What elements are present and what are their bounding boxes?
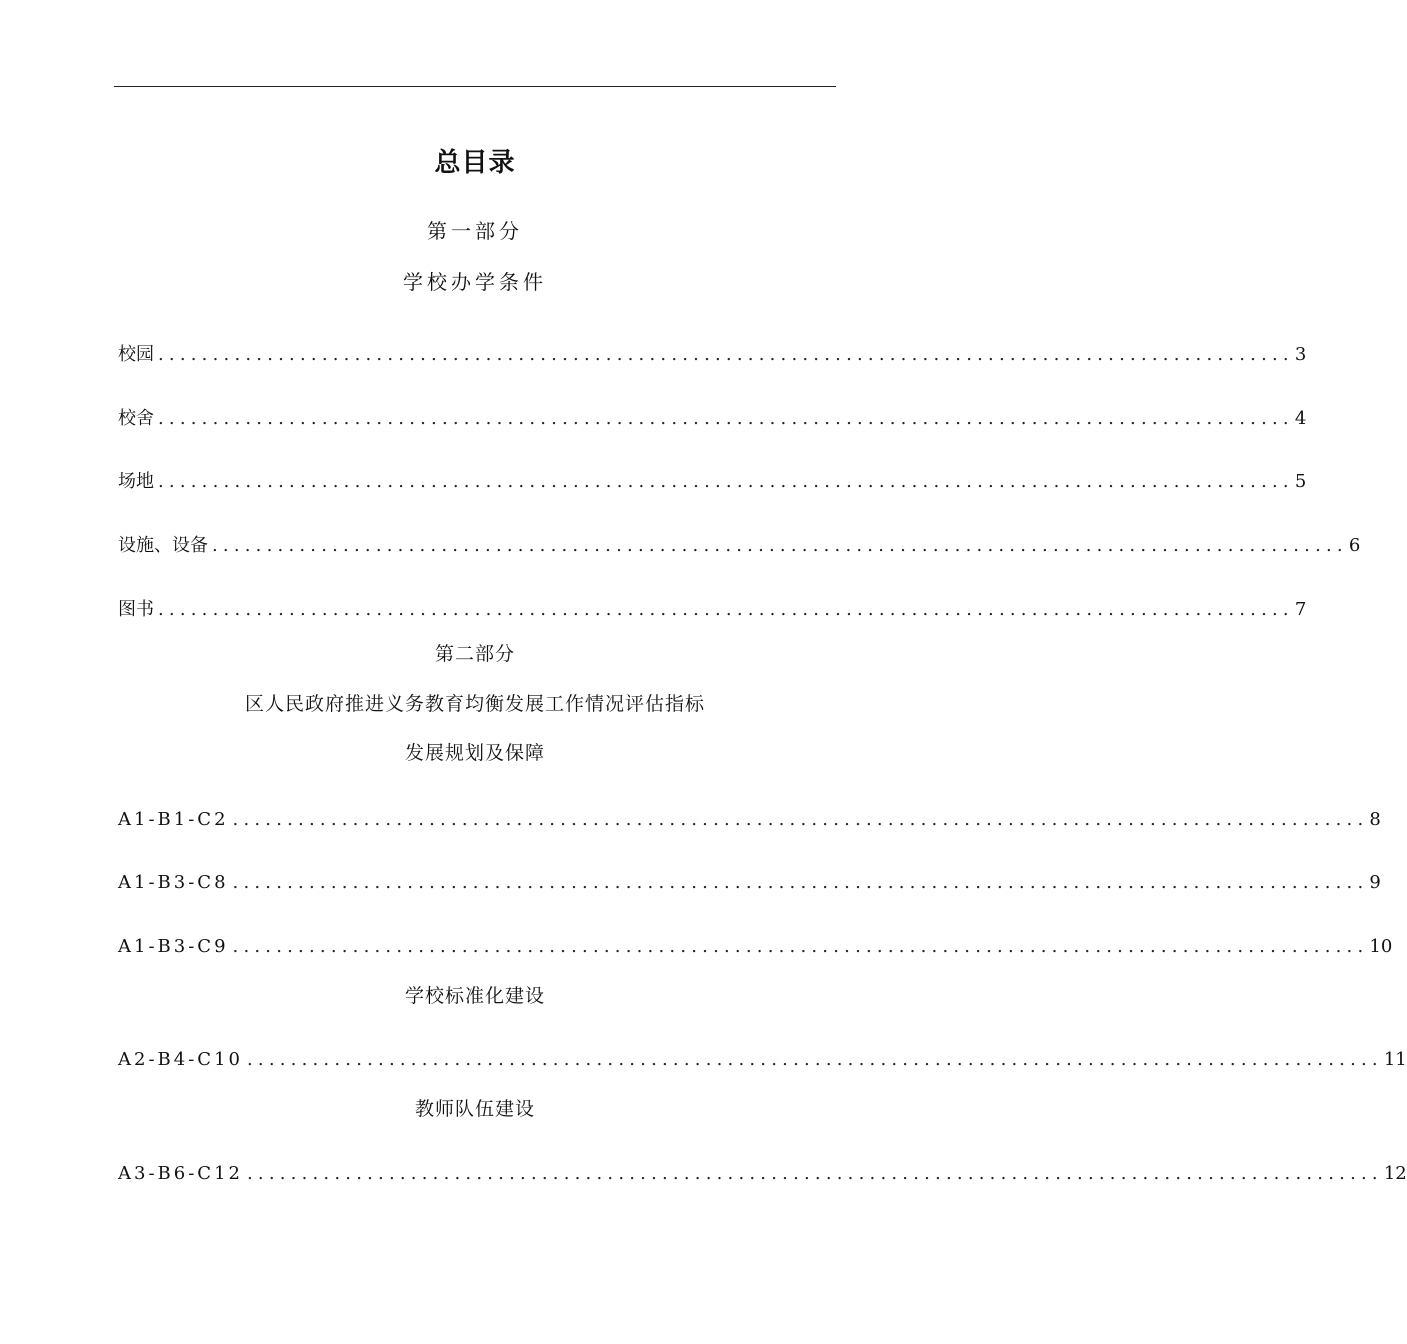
toc-entry-a2-b4-c10[interactable]	[118, 1049, 1407, 1075]
toc-entry-page: 7	[1294, 599, 1307, 620]
toc-leader-dots: ........................................................................................................	[158, 408, 1294, 429]
toc-entry-page: 10	[1369, 936, 1393, 957]
toc-entry-label: A1-B1-C2	[118, 809, 229, 830]
toc-entry-school-buildings[interactable]	[118, 404, 1307, 430]
toc-entry-a1-b3-c8[interactable]	[118, 872, 1381, 898]
toc-entry-page: 9	[1369, 872, 1381, 893]
toc-entry-page: 12	[1383, 1163, 1407, 1184]
toc-leader-dots: ........................................................................................................	[158, 471, 1294, 492]
toc-entry-a1-b3-c9[interactable]	[118, 936, 1393, 962]
toc-leader-dots: ........................................................................................................	[158, 599, 1294, 620]
toc-entry-a1-b1-c2[interactable]	[118, 809, 1381, 835]
toc-entry-page: 4	[1294, 408, 1307, 429]
toc-entry-label: 校园	[118, 344, 154, 365]
toc-entry-page: 5	[1294, 471, 1307, 492]
toc-entry-page: 8	[1369, 809, 1381, 830]
part2-subtitle: 区人民政府推进义务教育均衡发展工作情况评估指标	[244, 693, 705, 715]
toc-leader-dots: ........................................................................................................	[158, 344, 1294, 365]
section-heading-standardization: 学校标准化建设	[404, 985, 545, 1007]
part1-heading: 第一部分	[427, 219, 523, 243]
toc-entry-label: 图书	[118, 599, 154, 620]
toc-entry-label: A1-B3-C8	[118, 872, 229, 893]
toc-entry-label: 设施、设备	[118, 535, 208, 556]
toc-entry-page: 3	[1294, 344, 1307, 365]
toc-entry-label: 校舍	[118, 408, 154, 429]
toc-entry-label: A3-B6-C12	[118, 1163, 243, 1184]
section-heading-planning: 发展规划及保障	[404, 742, 545, 764]
toc-entry-a3-b6-c12[interactable]	[118, 1163, 1407, 1189]
toc-entry-page: 6	[1348, 535, 1361, 556]
toc-entry-campus[interactable]	[118, 340, 1307, 366]
toc-entry-grounds[interactable]	[118, 467, 1307, 493]
toc-leader-dots: ........................................................................................................	[232, 809, 1369, 830]
toc-entry-label: A2-B4-C10	[118, 1049, 243, 1070]
toc-entry-label: 场地	[118, 471, 154, 492]
toc-entry-page: 11	[1383, 1049, 1407, 1070]
part2-heading: 第二部分	[434, 643, 515, 665]
section-heading-teachers: 教师队伍建设	[414, 1098, 535, 1120]
toc-entry-facilities[interactable]	[118, 531, 1361, 557]
toc-leader-dots: ........................................................................................................	[232, 936, 1369, 957]
toc-leader-dots: ........................................................................................................	[246, 1163, 1383, 1184]
toc-entry-books[interactable]	[118, 595, 1307, 621]
header-rule	[114, 86, 836, 87]
part1-subtitle: 学校办学条件	[403, 270, 547, 294]
toc-leader-dots: ........................................................................................................	[232, 872, 1369, 893]
toc-leader-dots: ........................................................................................................	[212, 535, 1348, 556]
toc-entry-label: A1-B3-C9	[118, 936, 229, 957]
page-title: 总目录	[434, 148, 516, 178]
toc-leader-dots: ........................................................................................................	[246, 1049, 1383, 1070]
